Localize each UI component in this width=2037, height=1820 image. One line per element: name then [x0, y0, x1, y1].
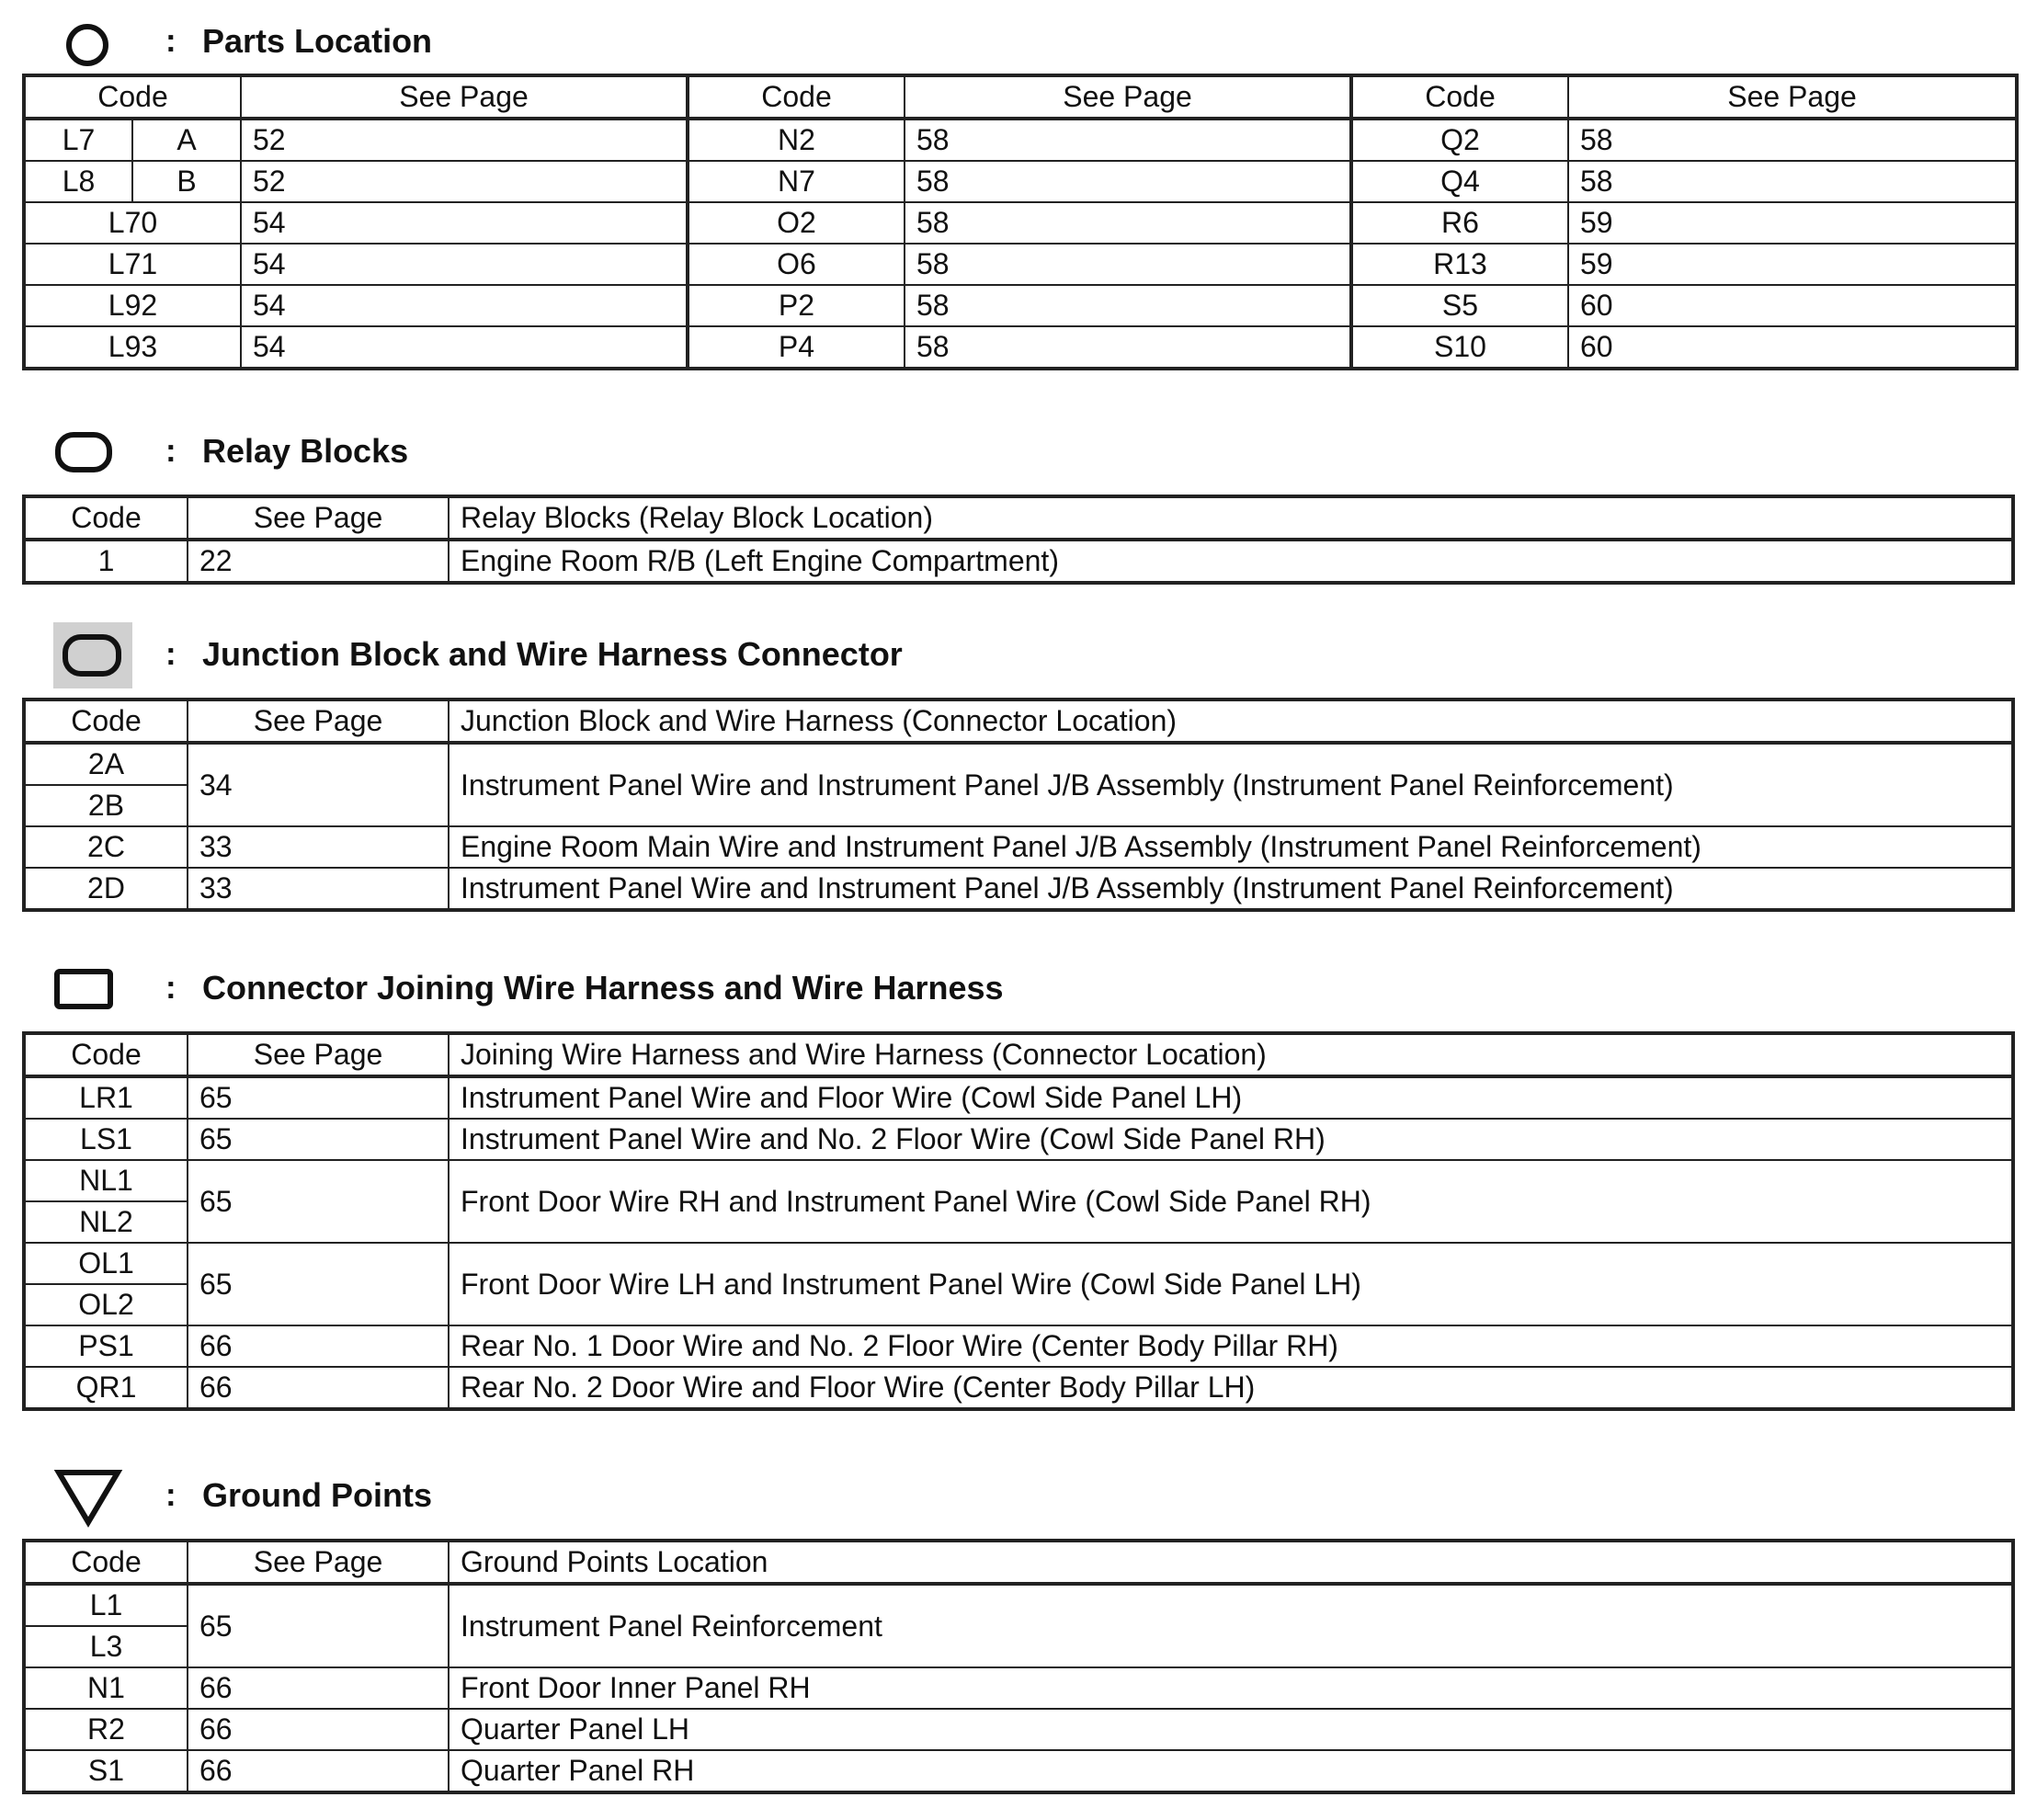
circle-icon: [64, 22, 110, 68]
header-row: [24, 496, 2013, 540]
description-cell: Rear No. 1 Door Wire and No. 2 Floor Wire (Center Body Pillar RH): [449, 1325, 2013, 1367]
table-row: [24, 540, 2013, 583]
code-cell: L1: [24, 1584, 188, 1626]
code-cell: N1: [24, 1667, 188, 1709]
code-cell: L70: [24, 202, 241, 244]
description-cell: Front Door Inner Panel RH: [449, 1667, 2013, 1709]
page-cell: 58: [905, 285, 1351, 326]
code-cell: 2A: [24, 743, 188, 785]
code-cell: L93: [24, 326, 241, 369]
code-cell: O6: [688, 244, 905, 285]
see-page-header: See Page: [241, 75, 688, 119]
code-cell: L71: [24, 244, 241, 285]
page-cell: 65: [188, 1243, 449, 1325]
code-header: Code: [24, 700, 188, 743]
table-row: [24, 868, 2013, 910]
code-cell: 2D: [24, 868, 188, 910]
description-cell: Instrument Panel Wire and Instrument Panel J/B Assembly (Instrument Panel Reinforcement): [449, 743, 2013, 826]
code-cell: P2: [688, 285, 905, 326]
parts-location-header: [0, 9, 2037, 74]
page-cell: 66: [188, 1325, 449, 1367]
table-row: [24, 1709, 2013, 1750]
page-cell: 58: [1568, 119, 2017, 161]
code-header: Code: [24, 1541, 188, 1584]
code-cell: R2: [24, 1709, 188, 1750]
header-row: [24, 1033, 2013, 1076]
code-header: Code: [24, 496, 188, 540]
code-cell: PS1: [24, 1325, 188, 1367]
junction-block-header: [0, 622, 2037, 687]
page-cell: 54: [241, 285, 688, 326]
description-cell: Instrument Panel Wire and Floor Wire (Cowl Side Panel LH): [449, 1076, 2013, 1119]
ground-points-table: [22, 1539, 2015, 1794]
table-row: [24, 1584, 2013, 1626]
page-cell: 59: [1568, 202, 2017, 244]
page-cell: 54: [241, 326, 688, 369]
table-row: [24, 1076, 2013, 1119]
relay-blocks-table: [22, 495, 2015, 585]
code-cell: LS1: [24, 1119, 188, 1160]
page-cell: 66: [188, 1709, 449, 1750]
code-cell: L8: [24, 161, 132, 202]
see-page-header: See Page: [188, 496, 449, 540]
code-cell: OL1: [24, 1243, 188, 1284]
code-cell: O2: [688, 202, 905, 244]
code-header: Code: [24, 1033, 188, 1076]
colon: :: [165, 636, 176, 672]
code-cell: N7: [688, 161, 905, 202]
code-cell: R13: [1351, 244, 1568, 285]
page-cell: 66: [188, 1367, 449, 1409]
description-header: Relay Blocks (Relay Block Location): [449, 496, 2013, 540]
code-cell: NL2: [24, 1201, 188, 1243]
parts-location-table: [22, 74, 2019, 370]
code-cell: R6: [1351, 202, 1568, 244]
description-cell: Front Door Wire LH and Instrument Panel Wire (Cowl Side Panel LH): [449, 1243, 2013, 1325]
table-row: [24, 1325, 2013, 1367]
table-row: [24, 1119, 2013, 1160]
table-row: [24, 244, 2017, 285]
section-title: Relay Blocks: [202, 432, 409, 470]
table-row: [24, 743, 2013, 785]
description-cell: Engine Room R/B (Left Engine Compartment): [449, 540, 2013, 583]
description-header: Junction Block and Wire Harness (Connector Location): [449, 700, 2013, 743]
code-cell: S1: [24, 1750, 188, 1792]
page-cell: 66: [188, 1750, 449, 1792]
table-row: [24, 1750, 2013, 1792]
header-row: [24, 75, 2017, 119]
see-page-header: See Page: [188, 1541, 449, 1584]
page-cell: 58: [1568, 161, 2017, 202]
square-rect-icon: [53, 967, 114, 1011]
ground-points-header: [0, 1463, 2037, 1528]
relay-blocks-header: [0, 419, 2037, 483]
page-cell: 58: [905, 202, 1351, 244]
page-cell: 54: [241, 244, 688, 285]
table-row: [24, 326, 2017, 369]
see-page-header: See Page: [188, 1033, 449, 1076]
table-row: [24, 1367, 2013, 1409]
code-cell: 1: [24, 540, 188, 583]
page-cell: 34: [188, 743, 449, 826]
code-cell: P4: [688, 326, 905, 369]
code-cell: QR1: [24, 1367, 188, 1409]
section-title: Junction Block and Wire Harness Connector: [202, 635, 903, 673]
see-page-header: See Page: [905, 75, 1351, 119]
description-cell: Engine Room Main Wire and Instrument Panel J/B Assembly (Instrument Panel Reinforcement): [449, 826, 2013, 868]
junction-block-table: [22, 698, 2015, 912]
table-row: [24, 826, 2013, 868]
section-title: Connector Joining Wire Harness and Wire Harness: [202, 969, 1004, 1007]
table-row: [24, 119, 2017, 161]
code-sub-cell: B: [132, 161, 241, 202]
code-cell: L7: [24, 119, 132, 161]
page-cell: 52: [241, 119, 688, 161]
description-cell: Front Door Wire RH and Instrument Panel Wire (Cowl Side Panel RH): [449, 1160, 2013, 1243]
description-header: Ground Points Location: [449, 1541, 2013, 1584]
code-cell: S10: [1351, 326, 1568, 369]
page-cell: 58: [905, 244, 1351, 285]
page-cell: 65: [188, 1584, 449, 1667]
page-cell: 60: [1568, 326, 2017, 369]
code-cell: S5: [1351, 285, 1568, 326]
colon: :: [165, 23, 176, 59]
description-header: Joining Wire Harness and Wire Harness (Connector Location): [449, 1033, 2013, 1076]
code-cell: Q4: [1351, 161, 1568, 202]
description-cell: Rear No. 2 Door Wire and Floor Wire (Center Body Pillar LH): [449, 1367, 2013, 1409]
code-cell: N2: [688, 119, 905, 161]
shaded-rounded-rect-icon: [53, 622, 132, 688]
description-cell: Instrument Panel Wire and Instrument Panel J/B Assembly (Instrument Panel Reinforcement): [449, 868, 2013, 910]
page-cell: 33: [188, 868, 449, 910]
code-cell: Q2: [1351, 119, 1568, 161]
code-cell: NL1: [24, 1160, 188, 1201]
ground-triangle-icon: [53, 1467, 123, 1528]
page-cell: 58: [905, 161, 1351, 202]
page-cell: 66: [188, 1667, 449, 1709]
page-cell: 33: [188, 826, 449, 868]
page-cell: 59: [1568, 244, 2017, 285]
see-page-header: See Page: [188, 700, 449, 743]
page-cell: 22: [188, 540, 449, 583]
page-cell: 65: [188, 1119, 449, 1160]
header-row: [24, 700, 2013, 743]
page-cell: 54: [241, 202, 688, 244]
code-header: Code: [688, 75, 905, 119]
page-cell: 65: [188, 1160, 449, 1243]
colon: :: [165, 1477, 176, 1513]
header-row: [24, 1541, 2013, 1584]
code-header: Code: [1351, 75, 1568, 119]
description-cell: Quarter Panel RH: [449, 1750, 2013, 1792]
colon: :: [165, 433, 176, 469]
table-row: [24, 161, 2017, 202]
table-row: [24, 202, 2017, 244]
table-row: [24, 1160, 2013, 1201]
see-page-header: See Page: [1568, 75, 2017, 119]
description-cell: Quarter Panel LH: [449, 1709, 2013, 1750]
rounded-rect-icon: [53, 430, 114, 474]
section-title: Parts Location: [202, 22, 433, 60]
code-header: Code: [24, 75, 241, 119]
table-row: [24, 1667, 2013, 1709]
code-cell: L3: [24, 1626, 188, 1667]
code-cell: 2B: [24, 785, 188, 826]
page-cell: 52: [241, 161, 688, 202]
table-row: [24, 1243, 2013, 1284]
page-cell: 65: [188, 1076, 449, 1119]
page-cell: 60: [1568, 285, 2017, 326]
description-cell: Instrument Panel Reinforcement: [449, 1584, 2013, 1667]
page-cell: 58: [905, 326, 1351, 369]
code-cell: OL2: [24, 1284, 188, 1325]
description-cell: Instrument Panel Wire and No. 2 Floor Wire (Cowl Side Panel RH): [449, 1119, 2013, 1160]
colon: :: [165, 970, 176, 1006]
connector-joining-header: [0, 956, 2037, 1020]
code-cell: 2C: [24, 826, 188, 868]
connector-joining-table: [22, 1031, 2015, 1411]
page-cell: 58: [905, 119, 1351, 161]
table-row: [24, 285, 2017, 326]
code-cell: LR1: [24, 1076, 188, 1119]
code-sub-cell: A: [132, 119, 241, 161]
code-cell: L92: [24, 285, 241, 326]
section-title: Ground Points: [202, 1476, 432, 1514]
